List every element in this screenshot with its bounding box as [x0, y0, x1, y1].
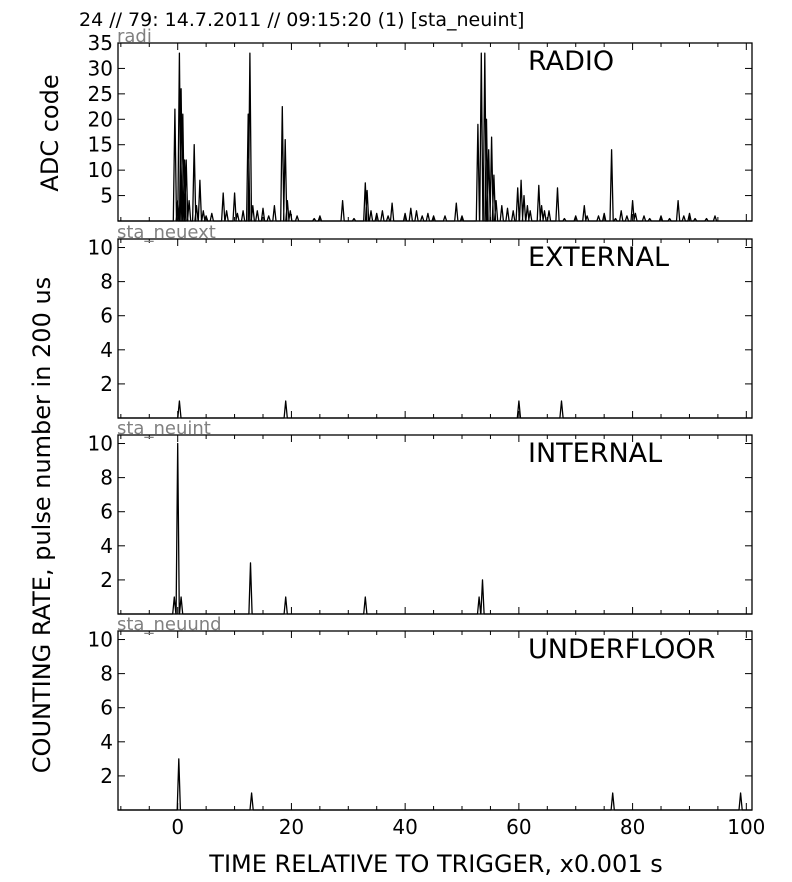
panel-tag-external: sta_neuext [117, 222, 216, 243]
y-tick-label-internal: 2 [100, 567, 113, 592]
y-tick-label-external: 10 [87, 235, 113, 260]
x-tick-label: 40 [392, 815, 418, 839]
panel-title-underfloor: UNDERFLOOR [528, 634, 716, 665]
panel-internal [88, 418, 752, 614]
y-tick-label-radio: 35 [87, 31, 113, 55]
y-tick-label-underfloor: 2 [100, 763, 113, 788]
figure-header-title: 24 // 79: 14.7.2011 // 09:15:20 (1) [sta_neuint] [79, 9, 525, 31]
y-tick-label-external: 2 [100, 371, 113, 396]
y-tick-label-radio: 15 [87, 132, 113, 157]
panel-tag-radio: radi [117, 26, 152, 47]
y-tick-label-external: 8 [100, 269, 113, 294]
y-tick-label-radio: 10 [87, 158, 113, 183]
y-tick-label-radio: 20 [87, 107, 113, 132]
y-tick-label-underfloor: 8 [100, 661, 113, 686]
panel-title-internal: INTERNAL [528, 438, 663, 469]
y-tick-label-external: 6 [100, 303, 113, 328]
y-tick-label-internal: 10 [87, 431, 113, 456]
series-line-underfloor [118, 759, 752, 810]
panel-underfloor [88, 614, 766, 839]
panel-tag-underfloor: sta_neuund [117, 614, 222, 635]
x-tick-label: 20 [278, 815, 305, 839]
y-tick-label-internal: 4 [100, 533, 113, 558]
y-tick-label-internal: 8 [100, 465, 113, 490]
y-tick-label-external: 4 [100, 337, 113, 362]
panel-tag-internal: sta_neuint [117, 418, 211, 439]
y-tick-label-radio: 5 [100, 183, 113, 208]
panels-group [88, 26, 766, 839]
series-line-internal [118, 444, 752, 615]
y-tick-label-internal: 6 [100, 499, 113, 524]
plot-frame-radio [118, 43, 752, 221]
panel-external [88, 222, 752, 418]
y-tick-label-underfloor: 10 [87, 627, 113, 652]
x-tick-label: 60 [506, 815, 532, 839]
y-tick-label-underfloor: 4 [100, 729, 113, 754]
panel-radio [88, 26, 752, 221]
x-tick-label: 0 [171, 815, 185, 839]
panel-title-radio: RADIO [528, 46, 615, 77]
series-line-radio [118, 53, 752, 221]
y-tick-label-radio: 30 [87, 56, 113, 81]
series-line-external [118, 401, 752, 418]
y-tick-label-radio: 25 [87, 81, 113, 106]
panel-title-external: EXTERNAL [528, 242, 670, 273]
x-axis-label: TIME RELATIVE TO TRIGGER, x0.001 s [209, 850, 663, 878]
x-tick-label: 80 [619, 815, 646, 839]
y-axis-label-counting-rate: COUNTING RATE, pulse number in 200 us [28, 276, 56, 774]
y-axis-label-adc: ADC code [36, 74, 64, 192]
x-tick-label: 100 [727, 815, 766, 839]
y-tick-label-underfloor: 6 [100, 695, 113, 720]
